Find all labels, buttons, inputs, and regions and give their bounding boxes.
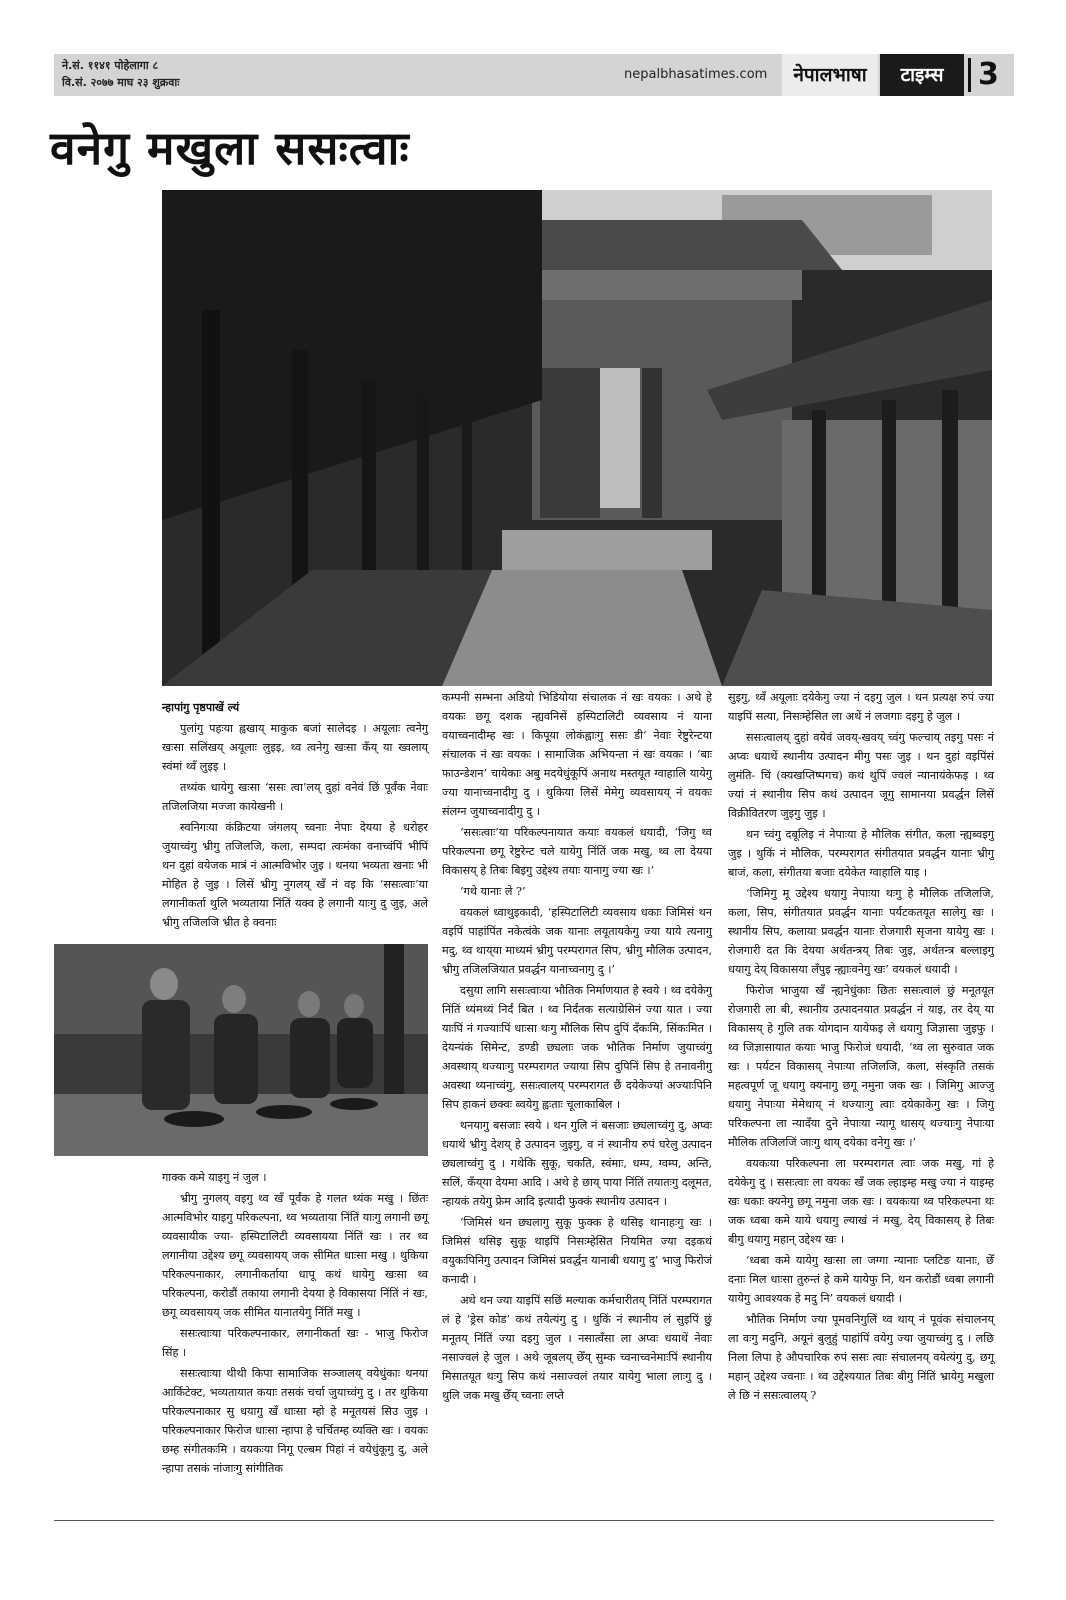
paragraph: ‘जिमिसं थन छ्यलागु सुकू फुक्क हे थसिइ थानाहःगु खः । जिमिसं थसिइ सुकू थाइपिं निसःम्हेसित नियमित ज्या दइकथं वयुकःपिनिगु उत्पादन जिमिसं प्रवर्द्धन यानाबी धयागु दु’ भाजु फिरोजं कनादी । <box>442 1216 712 1286</box>
paragraph: कम्पनी सम्भना अडियो भिडियोया संचालक नं खः वयकः । अथे हे वयकः छगू दशक न्ह्यवनिसें हस्पिटालिटी व्यवसाय नं याना वयाच्वनादीम्ह खः । किपूया लोकंह्वाःगु ससः डी’ नेवाः रेष्टुरेन्टया संचालक नं खः वयकः । सामाजिक अभियन्ता नं खः वयकः । ‘बाः फाउन्डेशन’ चायेकाः अबु मदयेधुंकूपिं अनाथ मस्तयूत ग्वाहालि यायेगु ज्या यानाच्वनादीगु दु । थुकिया लिसें मेमेगु व्यवसायय् नं वयकः संलग्न जुयाच्वनादीगु दु । <box>442 691 712 818</box>
paragraph: दसुया लागि ससःत्वाःया भौतिक निर्माणयात हे स्वये । थ्व दयेकेगु निंतिं थ्यंमथ्यं निर्दं बित । थ्व निर्दंतक सत्याग्रेसिनं ज्या यात । ज्या याःपिं नं गज्याःपिं धाःसा थःगु मौलिक सिप दुपिं दँकःमि, सिंकःमित । देयन्यंकं सिमेन्ट, डण्डी छ्यलाः जक भौतिक निर्माण जुयाच्वंगु अवस्थाय् थज्याःगु परम्परागत ज्याया सिप दुपिनिं सिप हे तनावनीगु अवस्था थ्यनाच्वंगु, ससःत्वालय् परम्परागत छैं दयेकेज्यां अज्याःपिनि सिप हाकनं छक्वः ब्वयेगु ह्वःताः चूलाकाबिल । <box>442 984 712 1111</box>
article-column-1-top <box>162 698 428 934</box>
paragraph: फिरोज भाजुया खँ न्ह्यनेधुंकाः छितः ससःत्वालं छुं मनूतयूत रोजगारी ला बी, स्थानीय उत्पादनयात प्रवर्द्धन नं याइ, तर देय् या विकासय् हे गुलि तक योगदान यायेफइ ले धयागु जिज्ञासा जुइफु । थ्व जिज्ञासायात कयाः भाजु फिरोजं धयादी, ‘थ्व ला सुरुवात जक खः । पर्यटन विकासय् नेपाःया तजिलजि, कला, संस्कृति तसकं महत्वपूर्ण जू धयागु क्यनागु छगू नमुना जक खः । जिमिगु आज्जु धयागु नेपाःया मेमेथाय् नं थज्याःगु त्वाः दयेकाकेगु खः । जिगु परिकल्पना ला न्यादँया दुने नेपाःया न्यागू थासय् थज्याःगु नेपाःया मौलिक तजिलजिं जाःगु थाय् दयेका वनेगु खः ।’ <box>728 984 994 1149</box>
header-divider <box>968 58 971 92</box>
paragraph: भ्रीगु नुगलय् वइगु थ्व खँ पूर्वंक हे गलत थ्यंक मखु । छिंतः आत्मविभोर याइगु परिकल्पना, थ्व भव्यताया निंतिं याःगु लगानी छगू व्यवसायीक ज्या- हस्पिटालिटी व्यवसायया निंतिं खः । तर थ्व लगानीया उद्देश्य छगू व्यवसायय् जक सीमित धाःसा मखु । थुकिया परिकल्पनाकार, लगानीकर्ताया धापू कथं धायेगु खःसा थ्व परिकल्पना, करोडौं तकाया लगानी देयया हे विकासया निंतिं नं खः, छगू व्यवसायय् जक सीमित यानातयेगु निंतिं मखु । <box>162 1192 428 1319</box>
date-nepal-sambat: ने.सं. ११४१ पोहेलागा ८ <box>62 59 159 72</box>
paragraph: ससःत्वालय् दुहां वयेवं जवय्-खवय् च्वंगु फल्चाय् तइगु पसः नं अप्वः धयाथें स्थानीय उत्पादन मीगु पसः जुइ । थन दुहां वइपिंसं लुमंति- चिं (क्यखप्तिष्पगच) कथं थुपिं ज्वलं न्यानायंकेफइ । थ्व ज्यां नं स्थानीय सिप कथं उत्पादन जूगु सामानया प्रवर्द्धन लिसें विक्रीवितरण जुइगु जुइ । <box>728 731 994 820</box>
page-header <box>54 54 1014 96</box>
paragraph: अथे थन ज्या याइपिं सछिं मल्याक कर्मचारीतय् निंतिं परम्परागत लं हे ‘ड्रेस कोड’ कथं तयेत्यंगु दु । थुकिं नं स्थानीय लं सुइपिं छुं मनूतय् निंतिं ज्या दइगु जुल । नसात्वँसा ला अप्वः धयाथें नेवाः नसाज्वलं हे जुल । अथे जूबलय् छेँय् सुम्क च्वनाच्वनेमाःपिं स्थानीय मिसातयूत थःगु सिप कथं नसाज्वलं तयार यायेगु भाला लाःगु दु । थुलि जक मखु छेँय् च्वनाः लप्ते <box>442 1294 712 1402</box>
main-courtyard-photo <box>162 190 992 686</box>
paragraph: भौतिक निर्माण ज्या पूमवनिगुलिं थ्व थाय् नं पूवंक संचालनय् ला वःगु मदुनि, अयूनं बुलुहुं पाहांपिं वयेगु ज्या जुयाच्वंगु दु । लछि निला लिपा हे औपचारिक रुपं ससः त्वाः संचालनय् वयेत्यंगु दु, छगू महान् उद्देश्य ज्वनाः । थ्व उद्देश्ययात तिबः बीगु निंतिं भ्रायेगु मखुला ले छि नं ससःत्वालय् ? <box>728 1313 994 1402</box>
paragraph: ‘ससःत्वाः’या परिकल्पनायात कयाः वयकलं धयादी, ‘जिगु थ्व परिकल्पना छगू रेष्टुरेन्ट चले यायेगु निंतिं जक मखु, थ्व ला देयया विकासय् हे तिबः बिइगु उद्देश्य तयाः यानागु ज्या खः ।’ <box>442 826 712 877</box>
women-cooking-photo <box>54 944 428 1156</box>
paragraph: ससःत्वाःया थीथी किपा सामाजिक सञ्जालय् वयेधुंकाः थनया आर्किटेक्ट, भव्यतायात कयाः तसकं चर्चा जुयाच्वंगु दु । तर थुकिया परिकल्पनाकार सु धयागु खँ धाःसा म्हो हे मनूतयसं सिउ जुइ । परिकल्पनाकार फिरोज धाःसा न्हापा हे चर्चितम्ह व्यक्ति खः । वयकः छम्ह संगीतकःमि । वयकःया निगू एल्बम पिहां नं वयेधुंकूगु दु, अले न्हापा तसकं नांजाःगु सांगीतिक <box>162 1367 428 1475</box>
paragraph: तथ्यंक धायेगु खःसा ‘ससः त्वा’लय् दुहां वनेवं छिं पूर्वंक नेवाः तजिलजिया मज्जा कायेखनी । <box>162 781 428 813</box>
masthead-logo <box>782 54 964 96</box>
paragraph: थनयागु बसजाः स्वये । थन गुलि नं बसजाः छ्यलाच्वंगु दु, अप्वः धयाथें भ्रीगु देशय् हे उत्पादन जुइगु, व नं स्थानीय रुपं घरेलु उत्पादन छ्यलाच्वंगु दु । गथेकि सुकू, चकति, स्वंमाः, धम्प, ग्वम्प, अन्ति, सलिं, कँय्‌या देयमा आदि । अथे हे छाय् पाया निंतिं तयातःगु दलूमत, न्हायकं तयेगु फ्रेम आदि इत्यादी फुक्कं स्थानीय उत्पादन । <box>442 1119 712 1208</box>
paragraph: थन च्वंगु दबूलिइ नं नेपाःया हे मौलिक संगीत, कला न्ह्यब्वइगु जुइ । थुकिं नं मौलिक, परम्परागत संगीतयात प्रवर्द्धन यानाः भ्रीगु बाजं, कला, संगीतया बजाः दयेकेत ग्वाहालि याइ । <box>728 828 994 879</box>
paragraph: गाक्क कमे याइगु नं जुल । <box>162 1171 267 1184</box>
article-headline: वनेगु मखुला ससःत्वाः <box>50 121 410 175</box>
paragraph: पुलांगु पहःया ह्वखाय् माकुक बजां सालेदइ । अयूलाः त्वनेगु खःसा सलिंखय् अयूलाः लुइइ, थ्व त्वनेगु खःसा कँय् या ख्वलाय् स्वंमां थ्वँ लुइइ । <box>162 722 428 773</box>
paragraph: सुइगु, थ्वँ अयूलाः दयेकेगु ज्या नं दइगु जुल । थन प्रत्यक्ष रुपं ज्या याइपिं सत्या, निसःम्हेसित ला अथें नं लजगाः दइगु हे जुल । <box>728 691 994 723</box>
paragraph: ‘जिमिगु मू उद्देश्य धयागु नेपाःया थःगु हे मौलिक तजिलजि, कला, सिप, संगीतयात प्रवर्द्धन यानाः पर्यटकतयूत सालेगु खः । स्थानीय सिप, कलाया प्रवर्द्धन यानाः रोजगारी सृजना यायेगु खः । रोजगारी दत कि देयया अर्थतन्त्रय् तिबः जुइ, अर्थतन्त्र बल्लाइगु धयागु देय् विकासया लँपुइ न्ह्याःवनेगु खः’ वयकलं धयादी । <box>728 887 994 976</box>
masthead-right: टाइम्स <box>880 54 964 96</box>
continued-from-front-page: न्हापांगु पृष्ठपाखें ल्यं <box>162 701 240 714</box>
paragraph: स्वनिगःया कंक्रिटया जंगलय् च्वनाः नेपाः देयया हे धरोहर जुयाच्वंगु भ्रीगु तजिलजि, कला, सम्पदा त्वःमंका वनाच्वंपिं भीपिं थन दुहां वयेजक मात्रं नं आत्मविभोर जुइ । थनया भव्यता खनाः भी मोहित हे जुइ । लिसें भ्रीगु नुगलय् खँ नं वइ कि ‘ससःत्वाः’या लगानीकर्ता थुलि भव्यताया निंतिं यक्व हे लगानी याःगु दु जुइ, अले भ्रीगु तजिलजि भ्रीत हे क्वनाः <box>162 821 428 929</box>
paragraph: वयकःया परिकल्पना ला परम्परागत त्वाः जक मखु, गां हे दयेकेगु दु । ससःत्वाः ला वयकः खँ जक ल्हाइम्ह मखु ज्या नं याइम्ह खः धकाः क्यनेगु छगू नमुना जक खः । वयकःया थ्व परिकल्पना थः जक ध्वबा कमे याये धयागु ल्याखं नं मखु, देय् विकासय् हे तिबः बीगु धयागु महान् उद्देश्य खः । <box>728 1157 994 1246</box>
paragraph: ‘गथे यानाः ले ?’ <box>460 885 526 898</box>
footer-rule <box>54 1520 994 1521</box>
page-number: 3 <box>978 57 999 92</box>
article-column-2 <box>442 688 712 1407</box>
article-column-1-bottom <box>162 1168 428 1480</box>
article-column-3 <box>728 688 994 1407</box>
header-dates <box>62 57 179 91</box>
website-url: nepalbhasatimes.com <box>624 67 768 82</box>
paragraph: वयकलं ध्वाथुइकादी, ‘हस्पिटालिटी व्यवसाय धकाः जिमिसं थन वइपिं पाहांपिंत नकेत्वंके जक यानाः लयूतायकेगु ज्या याये त्यनागु मदु, थ्व थाय्‌या माध्यमं भ्रीगु परम्परागत सिप, भ्रीगु मौलिक उत्पादन, भ्रीगु तजिलजियात प्रवर्द्धन यानाच्वनागु दु ।’ <box>442 906 712 976</box>
paragraph: ससःत्वाःया परिकल्पनाकार, लगानीकर्ता खः - भाजु फिरोज सिंह । <box>162 1327 428 1359</box>
paragraph: ‘ध्वबा कमे यायेगु खःसा ला जग्गा न्यानाः प्लटिङ यानाः, छेँ दनाः मिल धाःसा तुरुन्तं हे कमे यायेफु नि, थन करोडौं ध्वबा लगानी यायेगु आवश्यक हे मदु नि’ वयकलं धयादी । <box>728 1254 994 1305</box>
date-vikram-sambat: वि.सं. २०७७ माघ २३ शुक्रवाः <box>62 76 180 89</box>
masthead-left: नेपालभाषा <box>782 54 878 96</box>
